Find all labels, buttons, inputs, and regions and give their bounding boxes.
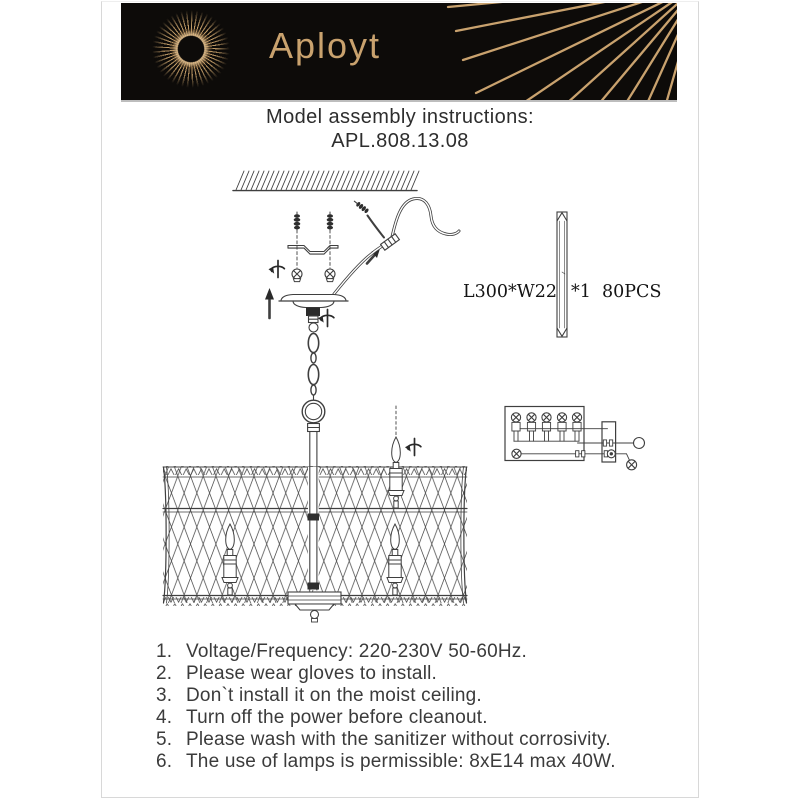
list-item — [156, 663, 676, 685]
list-item-text: The use of lamps is permissible: 8xE14 max 40W. — [186, 750, 616, 772]
list-item — [156, 729, 676, 751]
list-item-number: 6. — [156, 750, 173, 772]
rotate-icon — [318, 310, 334, 327]
list-item — [156, 751, 676, 773]
list-item — [156, 685, 676, 707]
crystal-strip — [557, 212, 567, 337]
list-item-text: Voltage/Frequency: 220-230V 50-60Hz. — [186, 641, 527, 662]
instructions-list — [156, 641, 676, 772]
list-item-number: 2. — [156, 662, 173, 684]
list-item-number: 4. — [156, 706, 173, 728]
rotate-icon — [269, 261, 285, 278]
wiring-diagram — [505, 407, 645, 470]
list-item-number: 3. — [156, 684, 173, 706]
list-item — [156, 707, 676, 729]
center-rod — [308, 467, 320, 590]
model-number: APL.808.13.08 — [331, 130, 469, 152]
bottom-hub — [288, 592, 341, 622]
list-item — [156, 641, 676, 663]
part-qty-label: *1 80PCS — [571, 282, 662, 302]
install-candle — [388, 406, 404, 508]
mounting-bracket — [288, 246, 338, 255]
list-item-text: Don`t install it on the moist ceiling. — [186, 684, 482, 706]
ceiling-canopy — [279, 295, 348, 333]
list-item-text: Please wear gloves to install. — [186, 662, 438, 684]
arrow-up-icon — [265, 288, 274, 318]
list-item-text: Please wash with the sanitizer without corrosivity. — [186, 728, 611, 750]
supply-wires — [334, 198, 459, 294]
list-item-number: 1. — [156, 641, 173, 662]
list-item-number: 5. — [156, 728, 173, 750]
chain-and-ring — [302, 333, 325, 467]
brand-name: Aployt — [269, 25, 382, 66]
page-title: Model assembly instructions: — [266, 106, 534, 128]
ceiling-hatch — [233, 171, 419, 191]
list-item-text: Turn off the power before cleanout. — [186, 706, 488, 728]
part-size-label: L300*W22 — [463, 282, 558, 302]
rotate-icon — [405, 439, 421, 456]
